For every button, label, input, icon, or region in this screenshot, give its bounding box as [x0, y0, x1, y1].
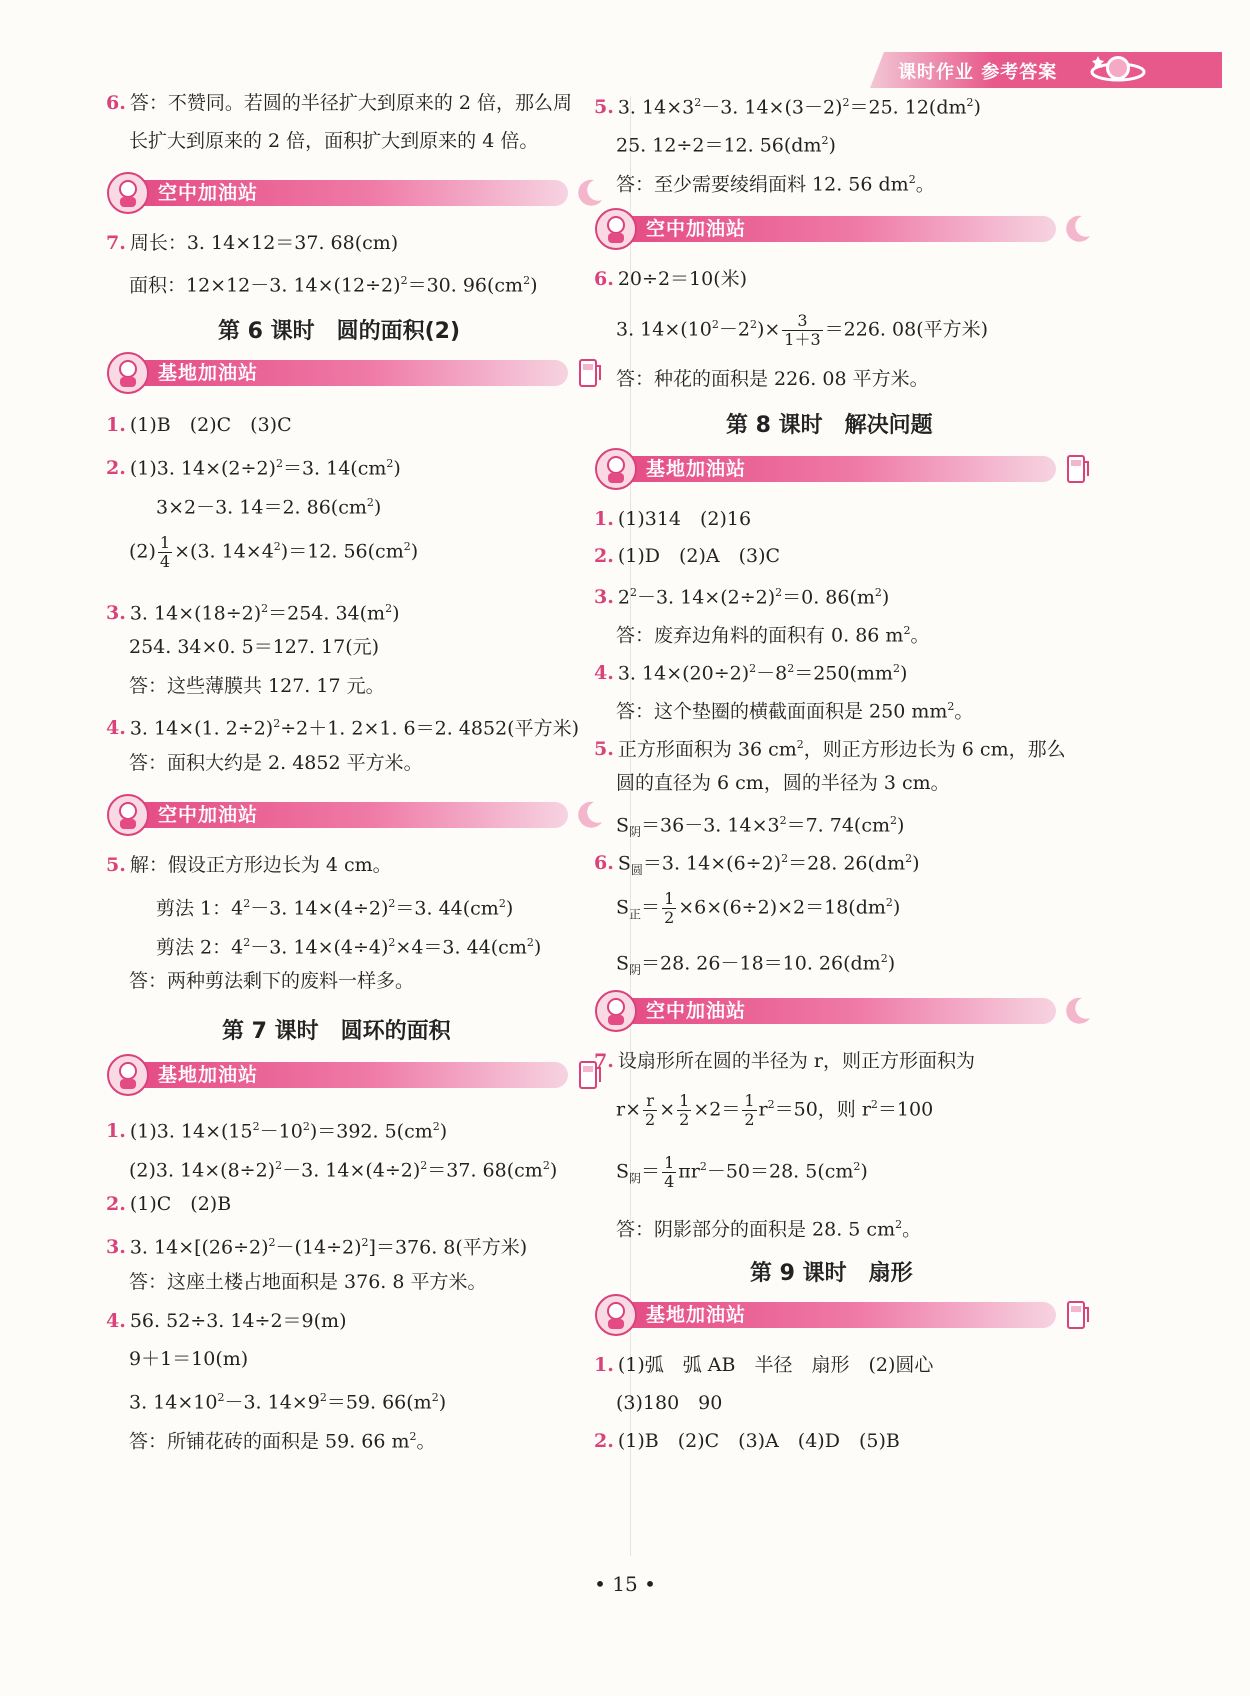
q6-1: 1. (1)B (2)C (3)C: [106, 414, 292, 436]
r-q5b: 25. 12÷2＝12. $56(dm^2)$: [616, 134, 836, 157]
q7-4c: 3. $14\times 10^2-3$. $14\times 9^2=59$. $66(m^2)$: [129, 1391, 447, 1414]
answer-7-line-2: 面积：12×12－3. $14\times(12\div 2)^2=30$. $96(cm^2)$: [129, 274, 538, 297]
banner-jidi-2: [106, 1054, 606, 1096]
q6-4b: 答：面积大约是 2. 4852 平方米。: [129, 752, 423, 774]
r8-7c: $S_阴=$ $\frac{1}{4}$ $\pi r^2-50=28$. $5(cm^2)$: [616, 1153, 868, 1191]
banner-label: 空中加油站: [646, 218, 747, 240]
banner-jidi-3: [594, 448, 1094, 490]
r-q5a: 5. 3. $14\times 3^2-3$. $14\times(3-2)^2=25$. $12(dm^2)$: [594, 96, 981, 119]
r8-5b: 圆的直径为 6 cm，圆的半径为 3 cm。: [616, 772, 950, 794]
r8-1: 1. (1)314 (2)16: [594, 508, 752, 530]
fuel-pump-icon: [572, 356, 606, 390]
r8-6a: 6. $S_圆=3$. $14\times(6\div 2)^2=28$. $26(dm^2)$: [594, 852, 920, 878]
banner-jidi-4: [594, 1294, 1094, 1336]
banner-label: 基地加油站: [158, 362, 259, 384]
banner-label: 基地加油站: [646, 1304, 747, 1326]
banner-kong-2: [106, 794, 606, 836]
q6-3b: 254. 34×0. 5＝127. 17(元): [129, 636, 380, 658]
astronaut-icon: [594, 448, 638, 490]
banner-label: 基地加油站: [158, 1064, 259, 1086]
q7-3a: 3. 3. $14\times[(26\div 2)^2-(14\div 2)^2]=376$. 8(平方米): [106, 1236, 528, 1259]
moon-icon: [1060, 212, 1094, 246]
q6-5b: 剪法 1：$4^2-3$. $14\times(4\div 2)^2=3$. $44(cm^2)$: [156, 897, 514, 920]
r8-3b: 答：废弃边角料的面积有 0. 86 $m^2$。: [616, 624, 930, 647]
r8-7d: 答：阴影部分的面积是 28. 5 $cm^2$。: [616, 1218, 922, 1241]
q6-5c: 剪法 2：$4^2-3$. $14\times(4\div 4)^2\times 4=3$. $44(cm^2)$: [156, 936, 542, 959]
r-q6c: 答：种花的面积是 226. 08 平方米。: [616, 368, 929, 390]
q7-3b: 答：这座土楼占地面积是 376. 8 平方米。: [129, 1271, 487, 1293]
q6-4a: 4. 3. 14×(1. 2÷2)$^2$÷2＋1. 2×1. 6＝2. 4852(平方米): [106, 717, 579, 740]
header-title: 课时作业 参考答案: [898, 62, 1058, 83]
lesson-8-title: 第 8 课时 解决问题: [726, 413, 933, 438]
banner-label: 空中加油站: [158, 804, 259, 826]
r9-2: 2. (1)B (2)C (3)A (4)D (5)B: [594, 1430, 900, 1452]
r8-5a: 5. 正方形面积为 36 $cm^2$，则正方形边长为 6 cm，那么: [594, 738, 1066, 761]
banner-kong-1: [106, 172, 606, 214]
r-q6a: 6. 20÷2＝10(米): [594, 268, 748, 290]
moon-icon: [1060, 994, 1094, 1028]
fuel-pump-icon: [1060, 452, 1094, 486]
answer-7-line-1: 7. 周长：3. 14×12＝37. 68(cm): [106, 232, 399, 254]
lesson-9-title: 第 9 课时 扇形: [750, 1261, 913, 1286]
page-number: • 15 •: [594, 1572, 656, 1596]
q6-2a: 2. (1)3. $14\times(2\div 2)^2=3$. $14(cm^2)$: [106, 457, 401, 480]
astronaut-icon: [106, 794, 150, 836]
astronaut-icon: [594, 1294, 638, 1336]
astronaut-icon: [594, 208, 638, 250]
q7-4d: 答：所铺花砖的面积是 59. 66 $m^2$。: [129, 1430, 436, 1453]
r8-3a: 3. $2^2-3$. $14\times(2\div 2)^2=0$. $86(m^2)$: [594, 586, 890, 609]
q7-4b: 9＋1＝10(m): [129, 1348, 249, 1370]
answer-6-line-1: 6. 答：不赞同。若圆的半径扩大到原来的 2 倍，那么周: [106, 92, 573, 114]
r8-7b: r× $\frac{r}{2}$ × $\frac{1}{2}$ ×2＝ $\frac{1}{2}$ $r^2=50$，则 $r^2=100$: [616, 1091, 934, 1129]
astronaut-icon: [106, 352, 150, 394]
q6-2c: (2) $\frac{1}{4}$ ×(3. $14\times 4^2)=12$. $56(cm^2)$: [129, 533, 419, 571]
q7-2: 2. (1)C (2)B: [106, 1193, 232, 1215]
fuel-pump-icon: [1060, 1298, 1094, 1332]
r8-6b: $S_正=$ $\frac{1}{2}$ $\times 6\times(6\div 2)\times 2=18(dm^2)$: [616, 889, 901, 927]
answer-6-line-2: 长扩大到原来的 2 倍，面积扩大到原来的 4 倍。: [129, 130, 539, 152]
q6-2b: 3×2－3. 14＝2. $86(cm^2)$: [156, 496, 382, 519]
astronaut-icon: [106, 1054, 150, 1096]
r8-4b: 答：这个垫圈的横截面面积是 250 $mm^2$。: [616, 700, 974, 723]
r8-7a: 7. 设扇形所在圆的半径为 r，则正方形面积为: [594, 1050, 975, 1072]
r-q6b: 3. $14\times(10^2-2^2)\times$ $\frac{3}{1+3}$ ＝226. 08(平方米): [616, 311, 989, 349]
q6-5a: 5. 解：假设正方形边长为 4 cm。: [106, 854, 392, 876]
q7-1a: 1. (1)3. $14\times(15^2-10^2)=392$. $5(cm^2)$: [106, 1120, 448, 1143]
moon-icon: [572, 798, 606, 832]
q6-3a: 3. 3. $14\times(18\div 2)^2=254$. $34(m^2)$: [106, 602, 400, 625]
astronaut-icon: [106, 172, 150, 214]
q6-5d: 答：两种剪法剩下的废料一样多。: [129, 970, 415, 992]
q7-1b: (2)3. $14\times(8\div 2)^2-3$. $14\times(4\div 2)^2=37$. $68(cm^2)$: [129, 1159, 558, 1182]
r8-4a: 4. 3. $14\times(20\div 2)^2-8^2=250(mm^2)$: [594, 662, 908, 685]
r8-6c: $S_阴=28$. 26－18＝10. $26(dm^2)$: [616, 952, 896, 978]
r9-1a: 1. (1)弧 弧 AB 半径 扇形 (2)圆心: [594, 1354, 934, 1376]
banner-jidi-1: [106, 352, 606, 394]
astronaut-icon: [594, 990, 638, 1032]
lesson-6-title: 第 6 课时 圆的面积(2): [218, 319, 461, 344]
q6-3c: 答：这些薄膜共 127. 17 元。: [129, 675, 385, 697]
r8-2: 2. (1)D (2)A (3)C: [594, 545, 781, 567]
r9-1b: (3)180 90: [616, 1392, 723, 1414]
lesson-7-title: 第 7 课时 圆环的面积: [222, 1019, 451, 1044]
q7-4a: 4. 56. 52÷3. 14÷2＝9(m): [106, 1310, 347, 1332]
moon-icon: [572, 176, 606, 210]
planet-icon: [1090, 50, 1146, 90]
banner-kong-3: [594, 208, 1094, 250]
banner-kong-4: [594, 990, 1094, 1032]
banner-label: 空中加油站: [646, 1000, 747, 1022]
banner-label: 基地加油站: [646, 458, 747, 480]
banner-label: 空中加油站: [158, 182, 259, 204]
r-q5c: 答：至少需要绫绢面料 12. 56 $dm^2$。: [616, 173, 935, 196]
r8-5c: $S_阴=36-3$. $14\times 3^2=7$. $74(cm^2)$: [616, 814, 905, 840]
